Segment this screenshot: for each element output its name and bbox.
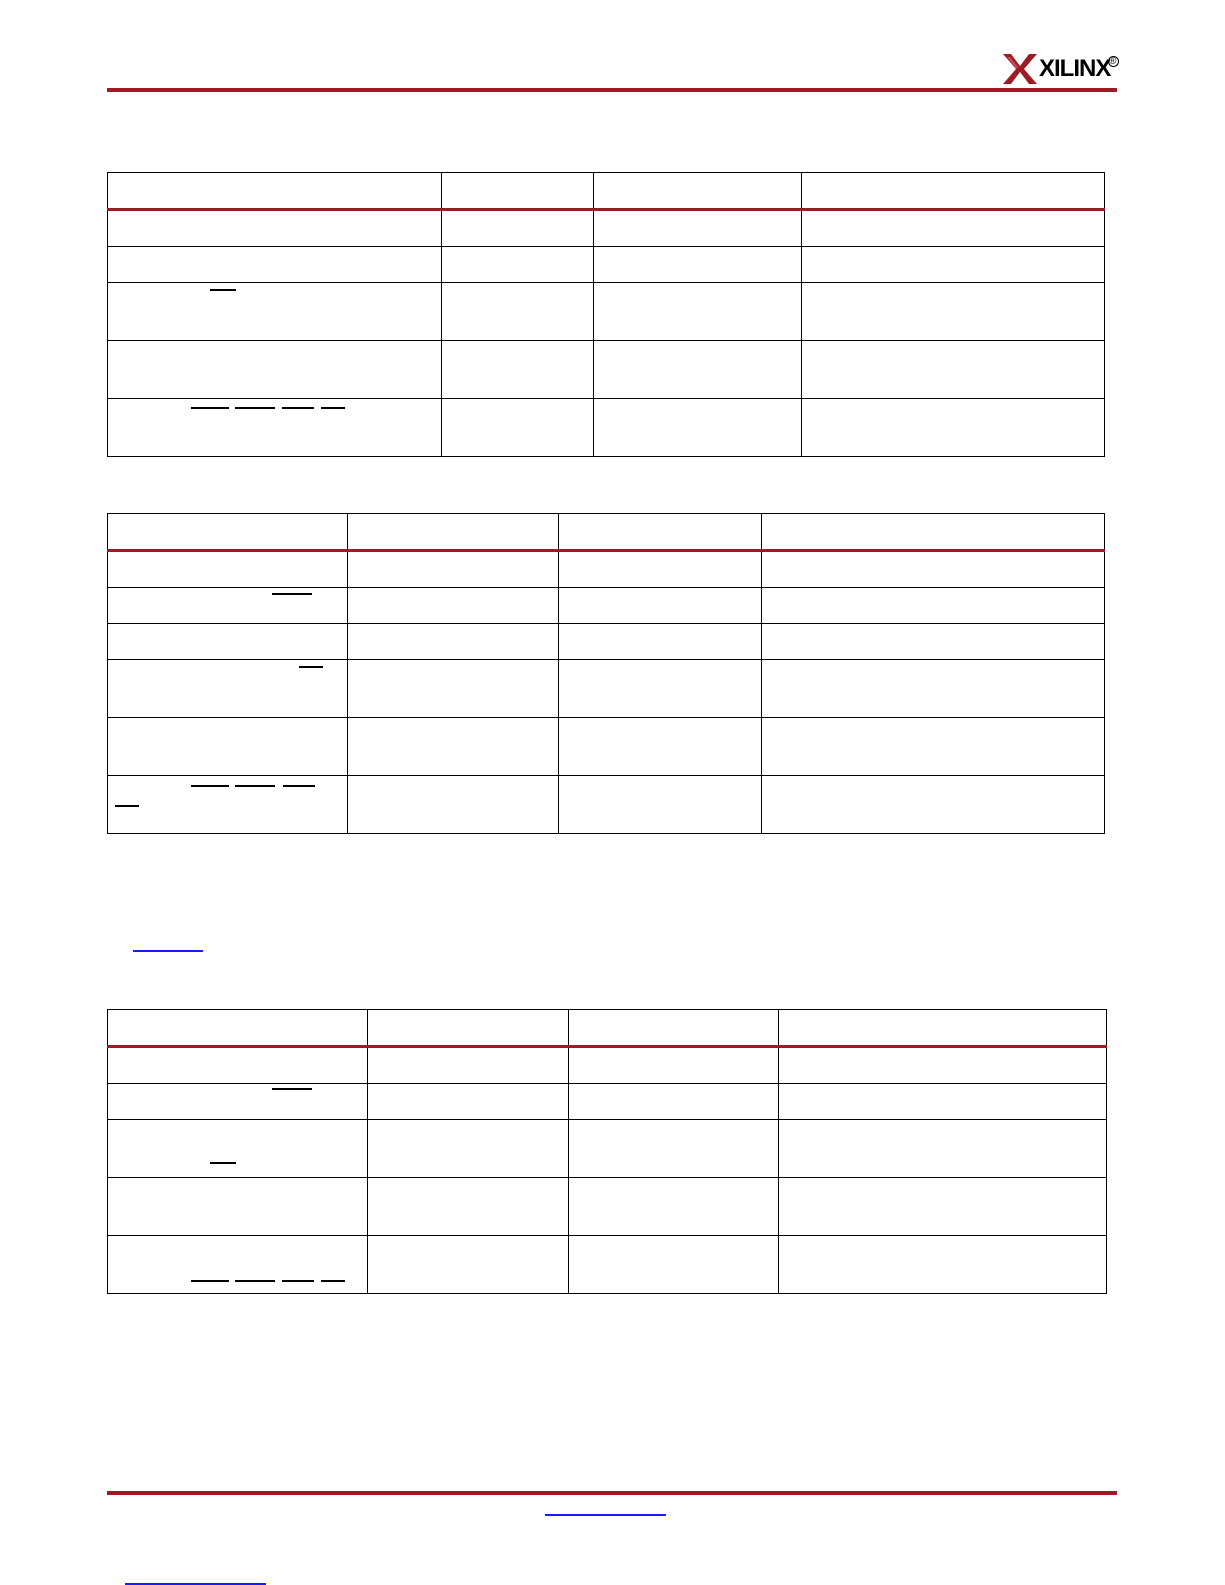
table-row: [108, 283, 1105, 341]
overline-mark: [283, 785, 315, 787]
logo-wordmark: XILINX: [1039, 55, 1111, 82]
overline-mark: [235, 1280, 275, 1282]
footer-rule: [107, 1491, 1117, 1495]
table-row: [108, 718, 1105, 776]
hyperlink-underline[interactable]: [133, 950, 203, 952]
table-header-row: [108, 514, 1105, 551]
footer-link-underline-2[interactable]: [125, 1583, 266, 1585]
overline-mark: [235, 407, 275, 409]
registered-mark: ®: [1108, 56, 1119, 67]
table-row: [108, 1047, 1107, 1084]
xilinx-logo: [1003, 50, 1123, 88]
spec-table-3: [107, 1009, 1107, 1294]
footer-link-underline[interactable]: [545, 1514, 666, 1516]
table-row: [108, 551, 1105, 588]
overline-mark: [282, 1280, 314, 1282]
overline-mark: [210, 1162, 236, 1164]
overline-mark: [191, 785, 229, 787]
overline-mark: [299, 666, 323, 668]
table-row: [108, 1084, 1107, 1120]
table-header-row: [108, 1010, 1107, 1047]
table-row: [108, 624, 1105, 660]
table-row: [108, 1120, 1107, 1178]
overline-mark: [321, 1280, 345, 1282]
table-row: [108, 247, 1105, 283]
header-rule: [107, 88, 1117, 92]
table-header-row: [108, 173, 1105, 210]
spec-table-1: [107, 172, 1105, 457]
table-row: [108, 588, 1105, 624]
overline-mark: [115, 805, 139, 807]
table-row: [108, 341, 1105, 399]
overline-mark: [235, 785, 275, 787]
table-row: [108, 660, 1105, 718]
xilinx-x-icon: [1003, 54, 1037, 84]
overline-mark: [191, 407, 229, 409]
overline-mark: [321, 407, 345, 409]
table-row: [108, 210, 1105, 247]
overline-mark: [210, 289, 236, 291]
overline-mark: [191, 1280, 229, 1282]
overline-mark: [272, 1088, 312, 1090]
table-row: [108, 1236, 1107, 1294]
overline-mark: [272, 593, 312, 595]
overline-mark: [282, 407, 314, 409]
table-row: [108, 1178, 1107, 1236]
